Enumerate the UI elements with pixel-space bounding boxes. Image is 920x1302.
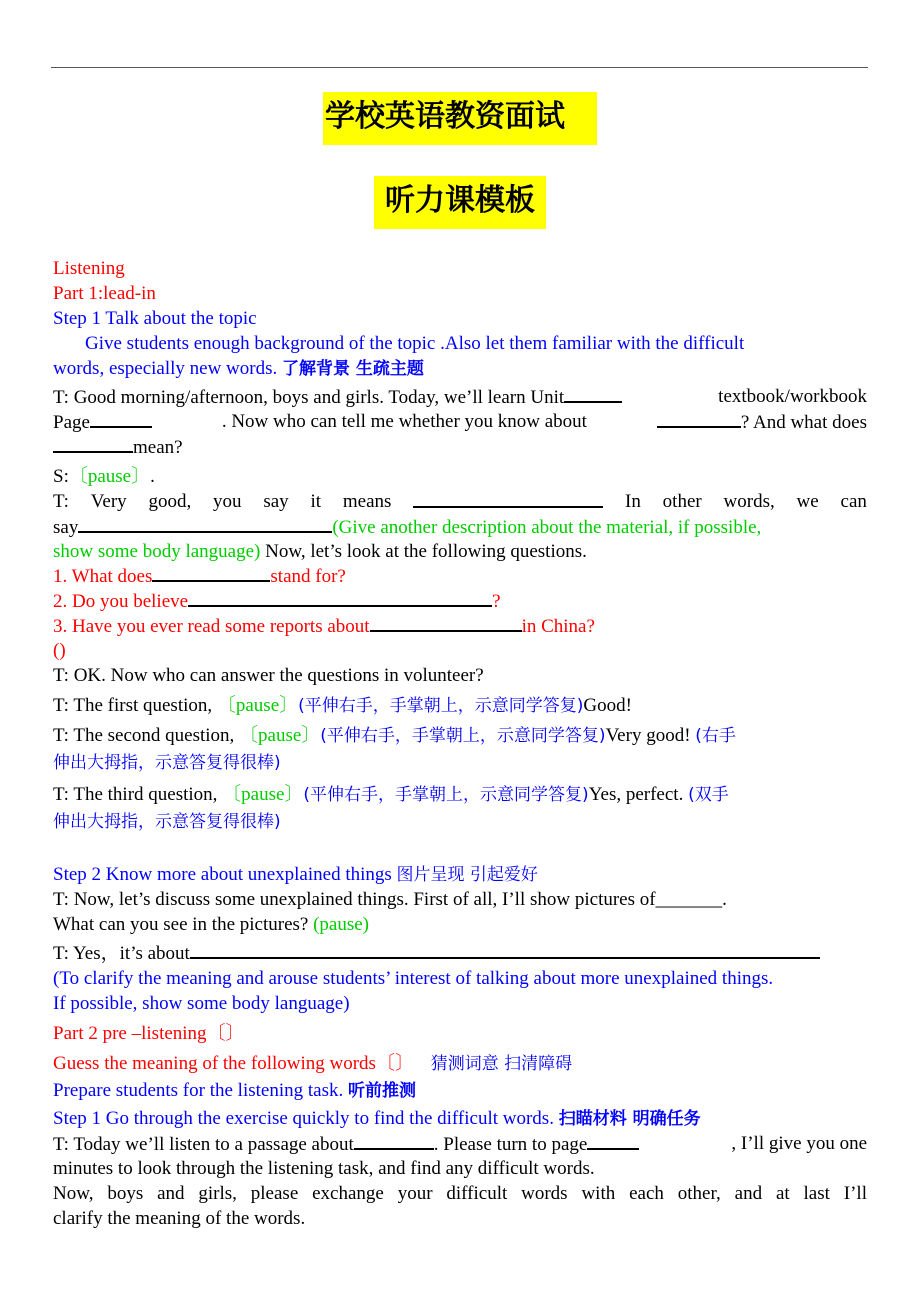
page-subtitle: 听力课模板 [385,183,535,218]
question-2: 2. Do you believe ? [53,591,501,612]
exchange-line: Now, boys and girls, please exchange your difficult words with each other, and at last I’ll [53,1183,867,1204]
give-background-line2: words, especially new words. 了解背景 生疏主题 [53,358,424,379]
blank-about [190,941,820,959]
blank-say [78,515,332,533]
ok-volunteer-line: T: OK. Now who can answer the questions in volunteer? [53,665,484,686]
second-question-line: T: The second question, 〔pause〕(平伸右手，手掌朝上，示意同学答复)Very good! (右手 [53,725,736,746]
prepare-line: Prepare students for the listening task. 听前推测 [53,1080,416,1101]
second-question-note: 伸出大拇指，示意答复得很棒) [53,753,281,773]
page-line: Page . Now who can tell me whether you know about ? And what does [53,411,867,433]
good-morning-line: T: Good morning/afternoon, boys and girls. Today, we’ll learn Unit textbook/workbook [53,386,867,408]
blank-q3 [370,614,522,632]
blank-unit [564,385,622,403]
what-see-line: What can you see in the pictures? (pause) [53,914,370,935]
clarify-line2: If possible, show some body language) [53,993,350,1014]
page-title: 学校英语教资面试 [325,99,565,134]
clarify-line1: (To clarify the meaning and arouse students’ interest of talking about more unexplained things. [53,968,774,989]
blank-q1 [152,564,270,582]
say-line: say (Give another description about the material, if possible, [53,517,762,538]
part1-heading: Part 1:lead-in [53,283,156,304]
blank-page [90,410,152,428]
question-1: 1. What does stand for? [53,566,346,587]
first-question-line: T: The first question, 〔pause〕(平伸右手，手掌朝上，示意同学答复)Good! [53,695,632,716]
part2-heading: Part 2 pre –listening〔〕 [53,1023,245,1044]
blank-means [413,490,603,508]
top-rule [51,67,868,68]
third-question-note: 伸出大拇指，示意答复得很棒) [53,812,281,832]
minutes-line: minutes to look through the listening task, and find any difficult words. [53,1158,595,1179]
blank-passage [354,1132,434,1150]
title-highlight-2 [374,176,546,229]
discuss-line: T: Now, let’s discuss some unexplained things. First of all, I’ll show pictures of_______. [53,889,727,910]
guess-line: Guess the meaning of the following words〔〕 猜测词意 扫清障碍 [53,1053,573,1074]
step1-heading: Step 1 Talk about the topic [53,308,257,329]
title-highlight-1 [323,92,597,145]
empty-parens: () [53,640,66,661]
question-3: 3. Have you ever read some reports about in China? [53,616,595,637]
body-language-line: show some body language) Now, let’s look at the following questions. [53,541,587,562]
blank-page-num [587,1132,639,1150]
student-pause-line: S:〔pause〕. [53,466,155,487]
give-cn-note: 了解背景 生疏主题 [282,359,424,379]
third-question-line: T: The third question, 〔pause〕(平伸右手，手掌朝上，示意同学答复)Yes, perfect. (双手 [53,784,729,805]
listening-heading: Listening [53,258,125,279]
today-line: T: Today we’ll listen to a passage about . Please turn to page , I’ll give you one [53,1133,867,1155]
blank-word [53,435,133,453]
yes-about-line: T: Yes，it’s about [53,941,820,966]
very-good-line: T: Very good, you say it means In other words, we can [53,491,867,512]
mean-line: mean? [53,435,183,460]
step2-heading: Step 2 Know more about unexplained things 图片呈现 引起爱好 [53,864,538,885]
clarify-last-line: clarify the meaning of the words. [53,1208,306,1229]
step1b-heading: Step 1 Go through the exercise quickly to find the difficult words. 扫瞄材料 明确任务 [53,1108,701,1129]
give-background-line1: Give students enough background of the topic .Also let them familiar with the difficult [85,333,745,354]
blank-q2 [188,589,492,607]
blank-topic [657,410,741,428]
